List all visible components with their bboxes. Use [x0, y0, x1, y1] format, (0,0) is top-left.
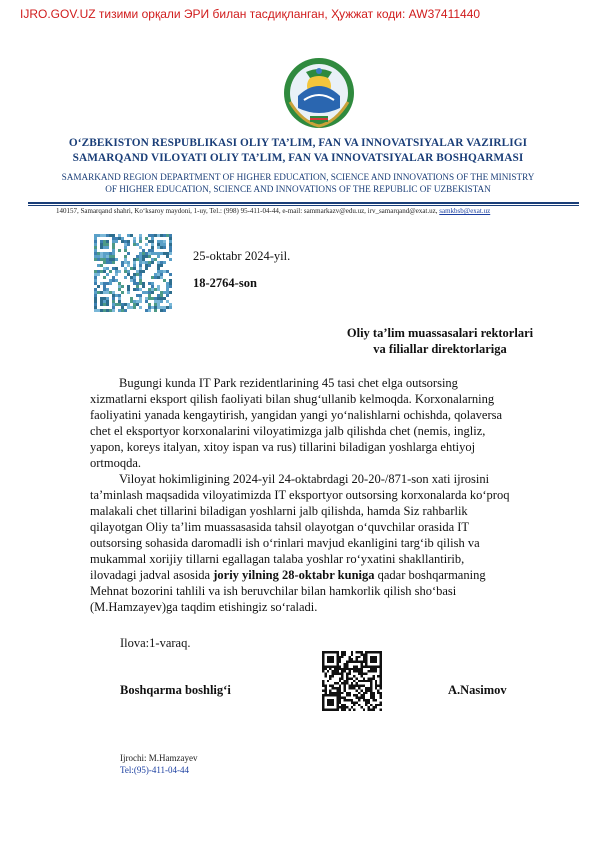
p1-line: chet el eksportyor korxonalarini viloyatimizga jalb qilishda chet (nemis, ingliz,	[90, 424, 486, 438]
signature-qr-icon	[322, 651, 382, 711]
body-paragraph-1-cont	[90, 391, 553, 471]
p2-line-deadline	[90, 567, 553, 583]
p2-line: (M.Hamzayev)ga taqdim etishingiz so‘raladi.	[90, 600, 318, 614]
deadline-bold: joriy yilning 28-oktabr kuniga	[213, 568, 375, 582]
document-date: 25-oktabr 2024-yil.	[193, 249, 291, 263]
header-uz-line1: O‘ZBEKISTON RESPUBLIKASI OLIY TA’LIM, FAN VA INNOVATSIYALAR VAZIRLIGI	[68, 137, 528, 149]
body-paragraph-1	[119, 375, 553, 391]
p2-line: malakali chet tillarini biladigan yoshlarni jalb qilishda, hamda Siz rahbarlik	[90, 504, 468, 518]
contact-text: 140157, Samarqand shahri, Ko‘ksaroy maydoni, 1-uy, Tel.: (998) 95-411-04-44, e-mail: sammarkazv@edu.uz, irv_samarqand@exat.uz,	[56, 207, 440, 215]
p2-line: Mehnat bozorini tahlili va ish beruvchilar bilan hamkorlik qilish sho‘basi	[90, 584, 457, 598]
header-en-line2: OF HIGHER EDUCATION, SCIENCE AND INNOVATIONS OF THE REPUBLIC OF UZBEKISTAN	[105, 184, 491, 194]
header-divider	[28, 202, 579, 204]
p1-line: ortmoqda.	[90, 456, 142, 470]
contact-email-link[interactable]: samkbsb@exat.uz	[439, 207, 491, 215]
verification-banner: IJRO.GOV.UZ тизими орқали ЭРИ билан тасдиқланган, Ҳужжат коди: AW37411440	[20, 7, 481, 21]
p2-line: Viloyat hokimligining 2024-yil 24-oktabrdagi 20-20-/871-son xati ijrosini	[119, 472, 490, 486]
document-number: 18-2764-son	[193, 276, 257, 290]
signatory-title: Boshqarma boshlig‘i	[120, 683, 231, 697]
p2-line: qilayotgan Oliy ta’lim muassasasida tahsil olayotgan o‘quvchilar orasida IT	[90, 520, 470, 534]
attachment-note: Ilova:1-varaq.	[120, 636, 191, 650]
p1-line: Bugungi kunda IT Park rezidentlarining 45 tasi chet elga outsorsing	[119, 376, 458, 390]
p1-line: yapon, koreys italyan, xitoy ispan va rus) tillarini biladigan yoshlarga ehtiyoj	[90, 440, 476, 454]
p1-line: xizmatlarni eksport qilish faoliyati bilan shug‘ullanib kelmoqda. Korxonalarning	[90, 392, 495, 406]
executor-name: Ijrochi: M.Hamzayev	[120, 753, 198, 763]
state-emblem-icon	[282, 56, 356, 130]
p1-line: faoliyatini yanada kengaytirish, yangidan yangi yo‘nalishlarni ochishda, qolaversa	[90, 408, 503, 422]
header-uz-line2: SAMARQAND VILOYATI OLIY TA’LIM, FAN VA INNOVATSIYALAR BOSHQARMASI	[72, 152, 524, 164]
body-paragraph-2	[119, 471, 553, 487]
p2-line: mukammal xorijiy tillarni egallagan talaba yoshlar ro‘yxatini shakllantirib,	[90, 552, 465, 566]
executor-phone: Tel:(95)-411-04-44	[120, 765, 190, 775]
p2-line7-after: qadar boshqarmaning	[374, 568, 486, 582]
body-paragraph-2-cont	[90, 487, 553, 615]
header-divider-thin	[28, 205, 579, 206]
p2-line: outsorsing sohasida daromadli ish o‘rinlari mavjud ekanligini targ‘ib qilish va	[90, 536, 480, 550]
header-en-line1: SAMARKAND REGION DEPARTMENT OF HIGHER EDUCATION, SCIENCE AND INNOVATIONS OF THE MINISTRY	[61, 172, 535, 182]
contact-line	[56, 207, 490, 215]
signatory-name: A.Nasimov	[448, 683, 507, 697]
p2-line7-before: ilovadagi jadval asosida	[90, 568, 214, 582]
qr-code-icon	[94, 234, 172, 312]
addressee-line2: va filiallar direktorlariga	[373, 342, 507, 356]
addressee-line1: Oliy ta’lim muassasalari rektorlari	[346, 326, 534, 340]
p2-line: ta’minlash maqsadida viloyatimizda IT eksportyor outsorsing korxonalarda ko‘proq	[90, 488, 510, 502]
